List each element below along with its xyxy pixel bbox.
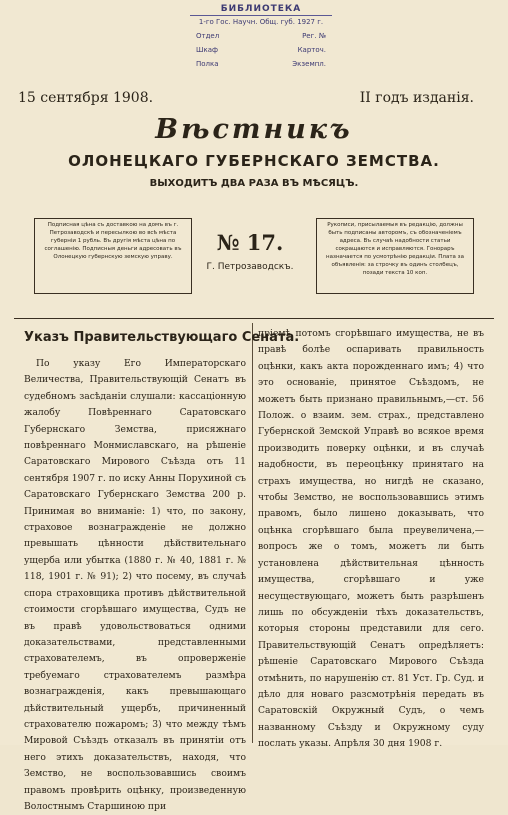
issue-city: Г. Петрозаводскъ.	[206, 262, 294, 272]
masthead-subtitle: ОЛОНЕЦКАГО ГУБЕРНСКАГО ЗЕМСТВА.	[68, 152, 440, 170]
stamp-kartoch: Карточ.	[297, 46, 326, 54]
issue-date: 15 сентября 1908.	[18, 90, 154, 106]
stamp-polka: Полка	[196, 60, 219, 68]
frequency-line: ВЫХОДИТЪ ДВА РАЗА ВЪ МѢСЯЦЪ.	[149, 178, 359, 189]
masthead-title: Вѣстникъ	[155, 114, 353, 145]
stamp-line: 1-го Гос. Научн. Общ. губ. 1927 г.	[198, 18, 324, 26]
divider	[14, 318, 494, 319]
subscription-box: Подписная цѣна съ доставкою на домъ въ г. Петрозаводскѣ и пересылкою во всѣ мѣста губерніи 1 рубль. Въ другія мѣста цѣна по соглашенію. Подписныя деньги адресовать въ Олонецкую губернскую земскую управу.	[34, 218, 192, 294]
column-divider	[252, 323, 253, 743]
article-right-column: пріемѣ потомъ сгорѣвшаго имущества, не въ правѣ болѣе оспаривать правильность оцѣнки, какъ акта порожденнаго имъ; 4) что это основаніе, принятое Съѣздомъ, не можетъ быть признано правильнымъ,—ст. 56 Полож. о взаим. зем. страх., представлено Губернской Земской Управѣ во всякое время производить поверку оцѣнки, и въ случаѣ надобности, въ переоцѣнку принятаго на страхъ имущества, но нигдѣ не сказано, чтобы Земство, не воспользовавшись этимъ правомъ, было лишено доказывать, что оцѣнка сгорѣвшаго была преувеличена,—вопросъ же о томъ, можетъ ли быть установлена дѣйствительная цѣнность имущества, сгорѣвшаго и уже несуществующаго, можетъ быть разрѣшенъ лишь по обсужденіи тѣхъ доказательствъ, которыя стороны представили для сего. Правительствующій Сенатъ опредѣляетъ: рѣшеніе Саратовскаго Мирового Съѣзда отмѣнить, по нарушенію ст. 81 Уст. Гр. Суд. и дѣло для новаго разсмотрѣнія передать въ Саратовскій Окружный Судъ, о чемъ названному Съѣзду и Окружному суду послать указы. Апрѣля 30 дня 1908 г.	[258, 328, 484, 750]
editorial-box: Рукописи, присылаемыя въ редакцію, должны быть подписаны авторомъ, съ обозначеніемъ адреса. Въ случаѣ надобности статьи сокращаются и исправляются. Гонораръ назначается по усмотрѣнію редакціи. Плата за объявленія: за строчку въ одинъ столбецъ, позади текста 10 коп.	[316, 218, 474, 294]
issue-number: № 17.	[216, 230, 284, 255]
stamp-reg: Рег. №	[302, 32, 326, 40]
publication-year: II годъ изданія.	[359, 90, 474, 106]
stamp-title: БИБЛИОТЕКА	[190, 4, 332, 16]
library-stamp	[190, 4, 332, 92]
article-left-column: По указу Его Императорскаго Величества, Правительствующій Сенатъ въ судебномъ засѣданіи слушали: кассаціонную жалобу Повѣреннаго Саратовскаго Губернскаго Земства, присяжнаго повѣреннаго Монмиславскаго, на рѣшеніе Саратовскаго Мирового Съѣзда отъ 11 сентября 1907 г. по иску Анны Порухиной съ Саратовскаго Губернскаго Земства 200 р. Принимая во вниманіе: 1) что, по закону, страховое вознагражденіе не должно превышать цѣнности дѣйствительнаго ущерба или убытка (1880 г. № 40, 1881 г. № 118, 1901 г. № 91); 2) что посему, въ случаѣ спора страховщика противъ дѣйствительной стоимости сгорѣвшаго имущества, Судъ не въ правѣ удовольствоваться одними доказательствами, представленными страхователемъ, въ опроверженіе требуемаго страхователемъ размѣра вознагражденія, какъ превышающаго дѣйствительный ущербъ, причиненный страхователю пожаромъ; 3) что между тѣмъ Мировой Съѣздъ отказалъ въ принятіи отъ него этихъ доказательствъ, находя, что Земство, не воспользовавшись своимъ правомъ провѣрить оцѣнку, произведенную Волостнымъ Старшиною при	[24, 358, 246, 812]
stamp-otdel: Отдел	[196, 32, 220, 40]
article-heading: Указъ Правительствующаго Сената.	[24, 330, 300, 345]
stamp-shkaf: Шкаф	[196, 46, 218, 54]
stamp-ekz: Экземпл.	[292, 60, 326, 68]
